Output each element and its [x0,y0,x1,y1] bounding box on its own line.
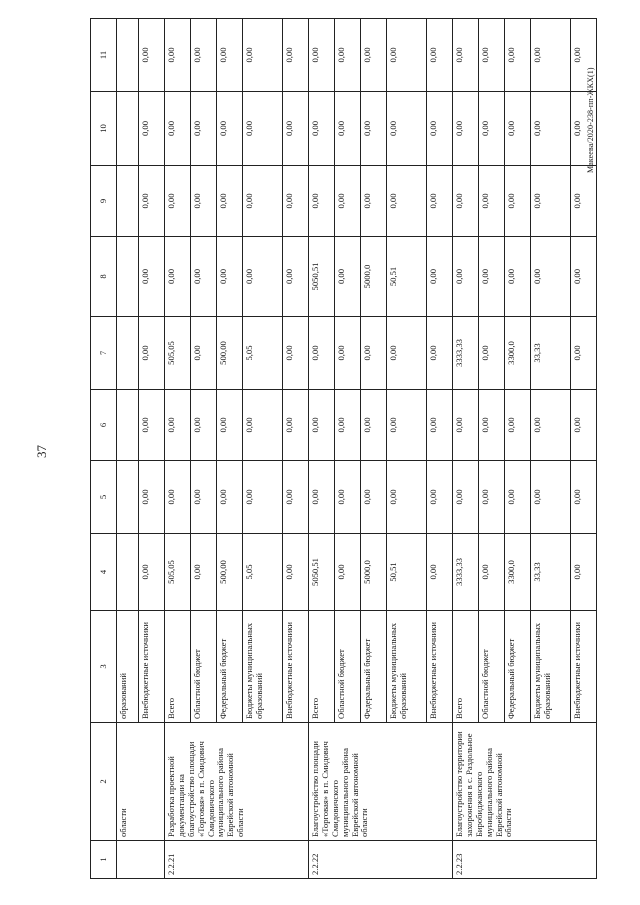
funding-source-cell: Внебюджетные источники [283,611,309,723]
value-cell: 0,00 [427,390,453,461]
table-row [165,19,191,879]
value-cell: 0,00 [505,237,531,317]
value-cell: 0,00 [427,461,453,534]
value-cell: 0,00 [361,317,387,390]
item-code-cell: 2.2.22 [309,841,453,879]
column-header: 9 [91,166,117,237]
item-code-cell [117,841,165,879]
value-cell: 0,00 [571,19,597,92]
value-cell [117,237,139,317]
column-header: 2 [91,723,117,841]
funding-source-cell: Бюджеты муниципальных образований [387,611,427,723]
column-number-row [91,19,117,879]
value-cell: 0,00 [571,92,597,166]
value-cell: 0,00 [283,166,309,237]
value-cell: 0,00 [453,19,479,92]
value-cell: 0,00 [243,19,283,92]
funding-source-cell: Областной бюджет [479,611,505,723]
value-cell: 0,00 [283,237,309,317]
value-cell: 500,00 [217,317,243,390]
column-header: 4 [91,534,117,611]
value-cell: 0,00 [335,237,361,317]
value-cell: 0,00 [217,166,243,237]
funding-source-cell: Всего [453,611,479,723]
value-cell: 0,00 [361,390,387,461]
value-cell: 0,00 [139,166,165,237]
budget-table-container [90,19,582,879]
value-cell: 0,00 [479,237,505,317]
value-cell: 0,00 [191,92,217,166]
value-cell: 0,00 [165,19,191,92]
page-number: 37 [34,445,49,458]
funding-source-cell: Федеральный бюджет [217,611,243,723]
funding-source-cell: Бюджеты муниципальных образований [531,611,571,723]
funding-source-cell: Федеральный бюджет [361,611,387,723]
value-cell: 0,00 [505,461,531,534]
value-cell: 3333,33 [453,534,479,611]
value-cell: 3300,0 [505,534,531,611]
value-cell: 0,00 [427,92,453,166]
value-cell: 0,00 [479,19,505,92]
value-cell: 0,00 [217,461,243,534]
value-cell: 0,00 [361,19,387,92]
value-cell: 0,00 [217,237,243,317]
funding-source-cell: Областной бюджет [335,611,361,723]
value-cell: 0,00 [217,92,243,166]
value-cell: 0,00 [571,317,597,390]
value-cell: 0,00 [531,166,571,237]
value-cell [117,166,139,237]
value-cell: 0,00 [165,92,191,166]
value-cell: 0,00 [335,317,361,390]
value-cell: 0,00 [191,19,217,92]
value-cell: 50,51 [387,237,427,317]
value-cell: 0,00 [191,390,217,461]
funding-source-cell: Бюджеты муниципальных образований [243,611,283,723]
value-cell: 0,00 [531,19,571,92]
value-cell: 0,00 [283,92,309,166]
value-cell: 0,00 [427,317,453,390]
table-row [453,19,479,879]
value-cell: 0,00 [139,19,165,92]
column-header: 8 [91,237,117,317]
value-cell: 0,00 [139,390,165,461]
value-cell: 0,00 [531,92,571,166]
value-cell: 0,00 [243,390,283,461]
funding-source-cell: Всего [309,611,335,723]
value-cell: 5050,51 [309,534,335,611]
table-row [117,19,139,879]
value-cell: 0,00 [309,317,335,390]
value-cell: 0,00 [309,19,335,92]
value-cell: 0,00 [165,237,191,317]
column-header: 5 [91,461,117,534]
value-cell: 0,00 [335,19,361,92]
value-cell: 0,00 [191,534,217,611]
value-cell: 0,00 [335,534,361,611]
value-cell: 0,00 [505,92,531,166]
value-cell: 0,00 [139,317,165,390]
value-cell [117,534,139,611]
value-cell: 0,00 [191,461,217,534]
column-header: 11 [91,19,117,92]
value-cell: 0,00 [479,166,505,237]
value-cell: 0,00 [361,461,387,534]
value-cell [117,19,139,92]
value-cell: 0,00 [335,461,361,534]
value-cell: 33,33 [531,317,571,390]
value-cell: 0,00 [243,461,283,534]
funding-source-cell: Внебюджетные источники [427,611,453,723]
project-name-cell: Благоустройство территории захоронения в с. Раздольное Биробиджанского муниципального района Еврейской автономной области [453,723,597,841]
value-cell: 0,00 [165,166,191,237]
value-cell: 0,00 [165,390,191,461]
value-cell: 0,00 [335,166,361,237]
value-cell [117,461,139,534]
value-cell: 0,00 [139,534,165,611]
value-cell: 0,00 [453,461,479,534]
value-cell: 0,00 [427,534,453,611]
value-cell: 5000,0 [361,237,387,317]
value-cell: 0,00 [571,390,597,461]
value-cell: 0,00 [165,461,191,534]
value-cell: 0,00 [505,390,531,461]
value-cell: 0,00 [387,166,427,237]
value-cell: 0,00 [453,166,479,237]
value-cell: 0,00 [283,461,309,534]
value-cell: 0,00 [387,317,427,390]
value-cell: 0,00 [479,534,505,611]
item-code-cell: 2.2.23 [453,841,597,879]
value-cell: 0,00 [243,92,283,166]
value-cell: 0,00 [309,166,335,237]
value-cell: 3300,0 [505,317,531,390]
value-cell: 0,00 [387,390,427,461]
value-cell: 0,00 [479,92,505,166]
value-cell: 505,05 [165,317,191,390]
column-header: 6 [91,390,117,461]
value-cell: 5,05 [243,534,283,611]
project-name-cell: Разработка проектной документации на благоустройство площади «Торговая» в п. Смидович Смидовичского муниципального района Еврейской автономной области [165,723,309,841]
value-cell: 0,00 [453,92,479,166]
funding-source-cell: образований [117,611,139,723]
table-row [309,19,335,879]
value-cell: 0,00 [217,19,243,92]
column-header: 7 [91,317,117,390]
value-cell: 0,00 [243,166,283,237]
value-cell: 0,00 [479,390,505,461]
value-cell: 5,05 [243,317,283,390]
value-cell: 0,00 [309,390,335,461]
project-name-cell: области [117,723,165,841]
value-cell: 500,00 [217,534,243,611]
value-cell: 33,33 [531,534,571,611]
value-cell: 0,00 [283,534,309,611]
value-cell: 0,00 [479,461,505,534]
value-cell: 0,00 [571,237,597,317]
value-cell: 0,00 [191,317,217,390]
value-cell: 0,00 [309,92,335,166]
value-cell: 0,00 [361,166,387,237]
value-cell: 0,00 [387,92,427,166]
value-cell: 0,00 [361,92,387,166]
budget-table [90,18,597,879]
value-cell: 5000,0 [361,534,387,611]
value-cell: 3333,33 [453,317,479,390]
value-cell: 0,00 [427,237,453,317]
value-cell: 0,00 [531,461,571,534]
value-cell: 50,51 [387,534,427,611]
value-cell: 0,00 [243,237,283,317]
value-cell: 0,00 [283,19,309,92]
value-cell [117,317,139,390]
value-cell: 0,00 [479,317,505,390]
value-cell: 0,00 [453,390,479,461]
project-name-cell: Благоустройство площади «Торговая» в п. Смидович Смидовичского муниципального района Еврейской автономной области [309,723,453,841]
value-cell: 0,00 [217,390,243,461]
value-cell: 0,00 [427,19,453,92]
value-cell: 0,00 [191,237,217,317]
funding-source-cell: Внебюджетные источники [139,611,165,723]
value-cell: 0,00 [531,390,571,461]
value-cell [117,390,139,461]
value-cell: 0,00 [335,92,361,166]
funding-source-cell: Федеральный бюджет [505,611,531,723]
value-cell: 0,00 [387,461,427,534]
value-cell: 0,00 [453,237,479,317]
value-cell: 0,00 [283,317,309,390]
value-cell: 0,00 [139,92,165,166]
value-cell: 0,00 [335,390,361,461]
value-cell: 0,00 [571,534,597,611]
document-reference: Макеева/2020-238-пп-ЖКХ(1) [586,67,595,173]
value-cell: 0,00 [283,390,309,461]
funding-source-cell: Всего [165,611,191,723]
item-code-cell: 2.2.21 [165,841,309,879]
value-cell: 0,00 [505,19,531,92]
funding-source-cell: Областной бюджет [191,611,217,723]
column-header: 1 [91,841,117,879]
value-cell: 0,00 [387,19,427,92]
value-cell: 0,00 [571,166,597,237]
funding-source-cell: Внебюджетные источники [571,611,597,723]
value-cell: 505,05 [165,534,191,611]
value-cell: 0,00 [309,461,335,534]
value-cell: 0,00 [531,237,571,317]
column-header: 3 [91,611,117,723]
value-cell: 0,00 [427,166,453,237]
value-cell: 0,00 [139,461,165,534]
value-cell: 0,00 [505,166,531,237]
value-cell [117,92,139,166]
column-header: 10 [91,92,117,166]
value-cell: 5050,51 [309,237,335,317]
value-cell: 0,00 [191,166,217,237]
value-cell: 0,00 [571,461,597,534]
value-cell: 0,00 [139,237,165,317]
